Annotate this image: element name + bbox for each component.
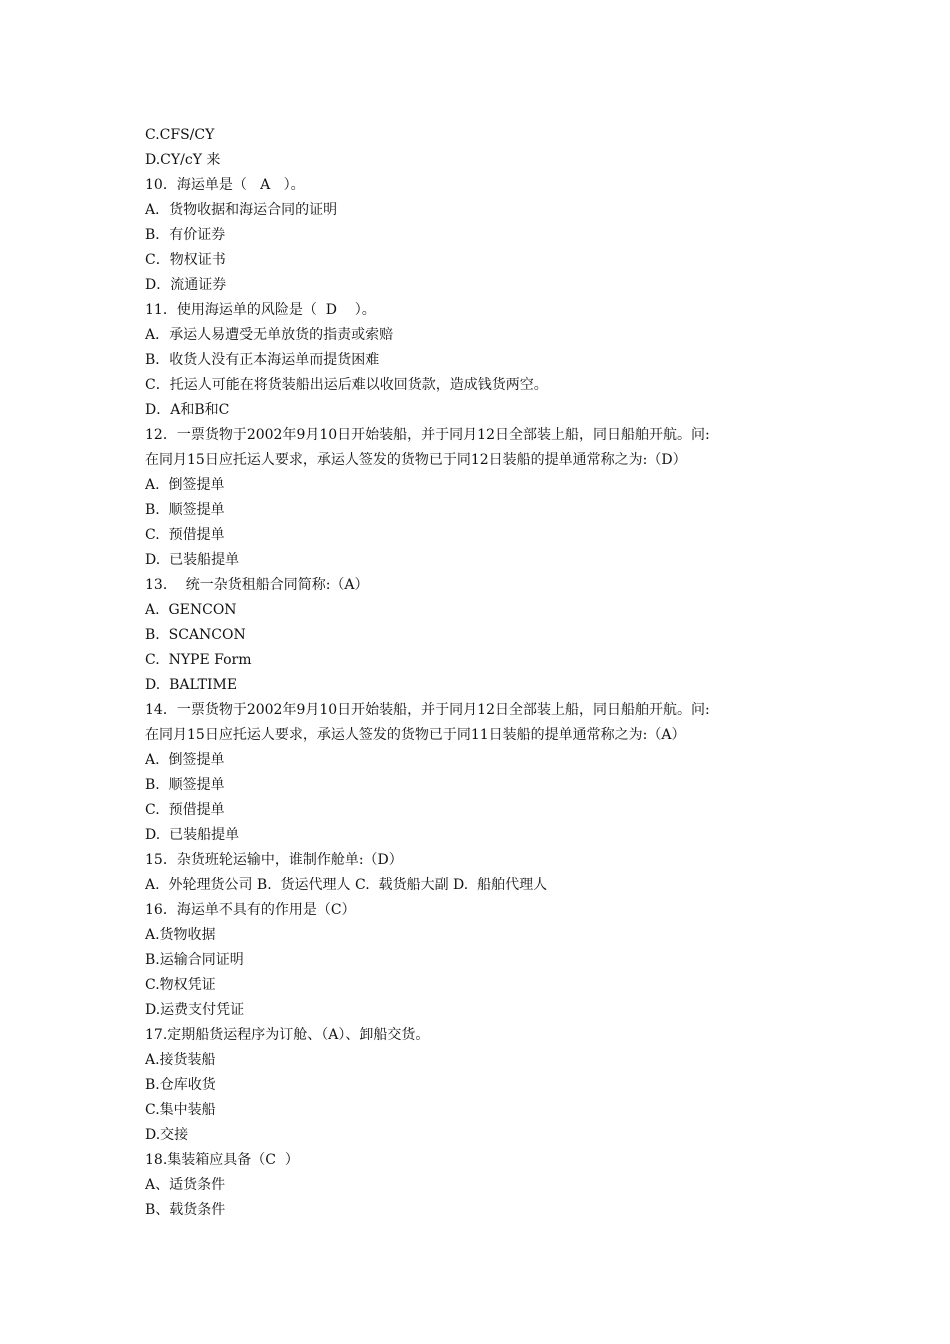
question-11: 11．使用海运单的风险是（ D ）。: [145, 302, 376, 318]
question-10-option-c: C．物权证书: [145, 252, 226, 268]
question-14-option-c: C. 预借提单: [145, 802, 225, 818]
question-16: 16．海运单不具有的作用是（C）: [145, 902, 356, 918]
question-18-option-b: B、载货条件: [145, 1202, 226, 1218]
question-11-option-d: D．A和B和C: [145, 402, 230, 418]
question-11-option-a: A．承运人易遭受无单放货的指责或索赔: [145, 327, 394, 343]
question-11-option-b: B．收货人没有正本海运单而提货困难: [145, 352, 380, 368]
question-10-option-d: D．流通证券: [145, 277, 227, 293]
question-14-option-a: A. 倒签提单: [145, 752, 225, 768]
question-13: 13． 统一杂货租船合同简称:（A）: [145, 577, 369, 593]
question-14-option-b: B. 顺签提单: [145, 777, 225, 793]
question-12-option-b: B. 顺签提单: [145, 502, 225, 518]
question-16-option-d: D.运费支付凭证: [145, 1002, 245, 1018]
question-17-option-a: A.接货装船: [145, 1052, 216, 1068]
question-12-continued: 在同月15日应托运人要求，承运人签发的货物已于同12日装船的提单通常称之为:（D）: [145, 452, 687, 468]
document-body: [145, 123, 845, 1223]
question-18-option-a: A、适货条件: [145, 1177, 226, 1193]
question-10: 10．海运单是（ A ）。: [145, 177, 305, 193]
option-d: D.CY/cY 来: [145, 152, 221, 168]
question-17-option-d: D.交接: [145, 1127, 189, 1143]
question-15: 15．杂货班轮运输中，谁制作舱单:（D）: [145, 852, 403, 868]
question-17-option-c: C.集中装船: [145, 1102, 216, 1118]
question-12: 12．一票货物于2002年9月10日开始装船，并于同月12日全部装上船，同日船舶开航。问:: [145, 427, 710, 443]
question-10-option-b: B．有价证券: [145, 227, 226, 243]
question-18: 18.集装箱应具备（C ）: [145, 1152, 299, 1168]
question-16-option-c: C.物权凭证: [145, 977, 216, 993]
question-13-option-a: A. GENCON: [145, 602, 237, 618]
question-12-option-a: A. 倒签提单: [145, 477, 225, 493]
question-15-options: A. 外轮理货公司 B. 货运代理人 C. 载货船大副 D. 船舶代理人: [145, 877, 548, 893]
question-13-option-b: B. SCANCON: [145, 627, 246, 643]
question-12-option-d: D. 已装船提单: [145, 552, 240, 568]
question-17: 17.定期船货运程序为订舱、（A）、卸船交货。: [145, 1027, 430, 1043]
question-13-option-c: C. NYPE Form: [145, 652, 252, 668]
question-17-option-b: B.仓库收货: [145, 1077, 216, 1093]
question-11-option-c: C．托运人可能在将货装船出运后难以收回货款，造成钱货两空。: [145, 377, 548, 393]
question-14: 14．一票货物于2002年9月10日开始装船，并于同月12日全部装上船，同日船舶开航。问:: [145, 702, 710, 718]
question-14-continued: 在同月15日应托运人要求，承运人签发的货物已于同11日装船的提单通常称之为:（A）: [145, 727, 686, 743]
question-10-option-a: A．货物收据和海运合同的证明: [145, 202, 338, 218]
question-13-option-d: D. BALTIME: [145, 677, 238, 693]
question-16-option-b: B.运输合同证明: [145, 952, 244, 968]
question-12-option-c: C. 预借提单: [145, 527, 225, 543]
question-14-option-d: D. 已装船提单: [145, 827, 240, 843]
option-c: C.CFS/CY: [145, 127, 215, 143]
question-16-option-a: A.货物收据: [145, 927, 216, 943]
